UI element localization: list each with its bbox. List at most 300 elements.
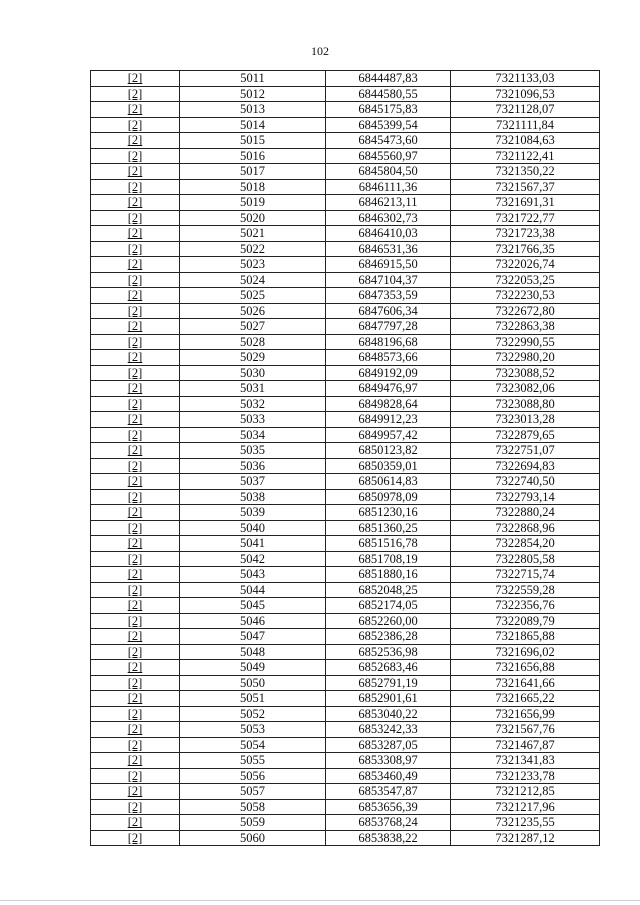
x-coordinate-cell: 6853040,22 xyxy=(326,706,451,722)
y-coordinate-cell: 7323088,52 xyxy=(451,365,600,381)
y-coordinate-cell: 7321656,99 xyxy=(451,706,600,722)
point-number-cell: 5017 xyxy=(180,164,326,180)
point-number-cell: 5016 xyxy=(180,148,326,164)
table-row xyxy=(91,272,600,288)
point-number-cell: 5026 xyxy=(180,303,326,319)
reference-link-text: [2] xyxy=(127,691,143,706)
reference-link-text: [2] xyxy=(127,303,143,318)
reference-cell xyxy=(91,241,180,257)
y-coordinate-cell: 7321133,03 xyxy=(451,71,600,87)
x-coordinate-cell: 6847353,59 xyxy=(326,288,451,304)
point-number-cell: 5019 xyxy=(180,195,326,211)
reference-cell xyxy=(91,71,180,87)
reference-link-text: [2] xyxy=(127,644,143,659)
point-number-cell: 5037 xyxy=(180,474,326,490)
x-coordinate-cell: 6849828,64 xyxy=(326,396,451,412)
x-coordinate-cell: 6852048,25 xyxy=(326,582,451,598)
y-coordinate-cell: 7322026,74 xyxy=(451,257,600,273)
x-coordinate-cell: 6845473,60 xyxy=(326,133,451,149)
point-number-cell: 5035 xyxy=(180,443,326,459)
reference-cell xyxy=(91,706,180,722)
reference-cell xyxy=(91,288,180,304)
point-number-cell: 5040 xyxy=(180,520,326,536)
x-coordinate-cell: 6851516,78 xyxy=(326,536,451,552)
table-row xyxy=(91,675,600,691)
x-coordinate-cell: 6848573,66 xyxy=(326,350,451,366)
reference-link-text: [2] xyxy=(127,830,143,845)
point-number-cell: 5046 xyxy=(180,613,326,629)
point-number-cell: 5021 xyxy=(180,226,326,242)
point-number-cell: 5015 xyxy=(180,133,326,149)
x-coordinate-cell: 6846213,11 xyxy=(326,195,451,211)
reference-link-text: [2] xyxy=(127,815,143,830)
reference-cell xyxy=(91,691,180,707)
reference-cell xyxy=(91,365,180,381)
x-coordinate-cell: 6849957,42 xyxy=(326,427,451,443)
table-row xyxy=(91,706,600,722)
reference-link-text: [2] xyxy=(127,133,143,148)
table-row xyxy=(91,691,600,707)
x-coordinate-cell: 6852683,46 xyxy=(326,660,451,676)
page-bottom-rule xyxy=(0,900,640,901)
reference-link-text: [2] xyxy=(127,412,143,427)
y-coordinate-cell: 7321341,83 xyxy=(451,753,600,769)
x-coordinate-cell: 6852901,61 xyxy=(326,691,451,707)
x-coordinate-cell: 6852174,05 xyxy=(326,598,451,614)
reference-cell xyxy=(91,195,180,211)
x-coordinate-cell: 6851230,16 xyxy=(326,505,451,521)
table-row xyxy=(91,644,600,660)
table-row xyxy=(91,365,600,381)
y-coordinate-cell: 7321722,77 xyxy=(451,210,600,226)
x-coordinate-cell: 6853460,49 xyxy=(326,768,451,784)
reference-link-text: [2] xyxy=(127,784,143,799)
reference-cell xyxy=(91,257,180,273)
x-coordinate-cell: 6853656,39 xyxy=(326,799,451,815)
reference-cell xyxy=(91,784,180,800)
reference-cell xyxy=(91,319,180,335)
x-coordinate-cell: 6847104,37 xyxy=(326,272,451,288)
x-coordinate-cell: 6848196,68 xyxy=(326,334,451,350)
point-number-cell: 5049 xyxy=(180,660,326,676)
reference-link-text: [2] xyxy=(127,613,143,628)
reference-cell xyxy=(91,334,180,350)
reference-cell xyxy=(91,613,180,629)
point-number-cell: 5024 xyxy=(180,272,326,288)
reference-link-text: [2] xyxy=(127,458,143,473)
reference-link-text: [2] xyxy=(127,71,143,86)
point-number-cell: 5013 xyxy=(180,102,326,118)
x-coordinate-cell: 6850359,01 xyxy=(326,458,451,474)
reference-link-text: [2] xyxy=(127,737,143,752)
y-coordinate-cell: 7322980,20 xyxy=(451,350,600,366)
y-coordinate-cell: 7321287,12 xyxy=(451,830,600,846)
x-coordinate-cell: 6847606,34 xyxy=(326,303,451,319)
table-row xyxy=(91,613,600,629)
point-number-cell: 5055 xyxy=(180,753,326,769)
y-coordinate-cell: 7321656,88 xyxy=(451,660,600,676)
table-row xyxy=(91,458,600,474)
reference-cell xyxy=(91,474,180,490)
y-coordinate-cell: 7321665,22 xyxy=(451,691,600,707)
reference-link-text: [2] xyxy=(127,598,143,613)
y-coordinate-cell: 7321235,55 xyxy=(451,815,600,831)
point-number-cell: 5028 xyxy=(180,334,326,350)
table-row xyxy=(91,148,600,164)
reference-cell xyxy=(91,164,180,180)
y-coordinate-cell: 7321567,37 xyxy=(451,179,600,195)
y-coordinate-cell: 7322694,83 xyxy=(451,458,600,474)
reference-link-text: [2] xyxy=(127,86,143,101)
reference-link-text: [2] xyxy=(127,443,143,458)
table-row xyxy=(91,210,600,226)
y-coordinate-cell: 7321766,35 xyxy=(451,241,600,257)
y-coordinate-cell: 7322740,50 xyxy=(451,474,600,490)
y-coordinate-cell: 7322356,76 xyxy=(451,598,600,614)
x-coordinate-cell: 6853287,05 xyxy=(326,737,451,753)
reference-cell xyxy=(91,536,180,552)
table-row xyxy=(91,784,600,800)
y-coordinate-cell: 7321084,63 xyxy=(451,133,600,149)
point-number-cell: 5032 xyxy=(180,396,326,412)
table-row xyxy=(91,102,600,118)
table-row xyxy=(91,830,600,846)
y-coordinate-cell: 7322672,80 xyxy=(451,303,600,319)
x-coordinate-cell: 6846111,36 xyxy=(326,179,451,195)
point-number-cell: 5042 xyxy=(180,551,326,567)
point-number-cell: 5031 xyxy=(180,381,326,397)
y-coordinate-cell: 7322805,58 xyxy=(451,551,600,567)
y-coordinate-cell: 7322793,14 xyxy=(451,489,600,505)
reference-link-text: [2] xyxy=(127,551,143,566)
y-coordinate-cell: 7322089,79 xyxy=(451,613,600,629)
y-coordinate-cell: 7322715,74 xyxy=(451,567,600,583)
reference-link-text: [2] xyxy=(127,582,143,597)
point-number-cell: 5033 xyxy=(180,412,326,428)
table-row xyxy=(91,536,600,552)
point-number-cell: 5045 xyxy=(180,598,326,614)
reference-cell xyxy=(91,458,180,474)
reference-link-text: [2] xyxy=(127,365,143,380)
y-coordinate-cell: 7321691,31 xyxy=(451,195,600,211)
x-coordinate-cell: 6852386,28 xyxy=(326,629,451,645)
x-coordinate-cell: 6853308,97 xyxy=(326,753,451,769)
reference-cell xyxy=(91,815,180,831)
reference-cell xyxy=(91,753,180,769)
coordinates-table-body xyxy=(91,71,600,846)
point-number-cell: 5060 xyxy=(180,830,326,846)
y-coordinate-cell: 7321111,84 xyxy=(451,117,600,133)
x-coordinate-cell: 6845175,83 xyxy=(326,102,451,118)
table-row xyxy=(91,753,600,769)
reference-cell xyxy=(91,210,180,226)
y-coordinate-cell: 7322053,25 xyxy=(451,272,600,288)
reference-cell xyxy=(91,350,180,366)
table-row xyxy=(91,799,600,815)
y-coordinate-cell: 7321641,66 xyxy=(451,675,600,691)
reference-cell xyxy=(91,133,180,149)
y-coordinate-cell: 7322559,28 xyxy=(451,582,600,598)
reference-link-text: [2] xyxy=(127,505,143,520)
x-coordinate-cell: 6851360,25 xyxy=(326,520,451,536)
x-coordinate-cell: 6849476,97 xyxy=(326,381,451,397)
table-row xyxy=(91,288,600,304)
point-number-cell: 5053 xyxy=(180,722,326,738)
x-coordinate-cell: 6853838,22 xyxy=(326,830,451,846)
y-coordinate-cell: 7323082,06 xyxy=(451,381,600,397)
table-row xyxy=(91,226,600,242)
x-coordinate-cell: 6845804,50 xyxy=(326,164,451,180)
y-coordinate-cell: 7321096,53 xyxy=(451,86,600,102)
reference-link-text: [2] xyxy=(127,241,143,256)
point-number-cell: 5030 xyxy=(180,365,326,381)
table-row xyxy=(91,722,600,738)
reference-cell xyxy=(91,117,180,133)
reference-link-text: [2] xyxy=(127,102,143,117)
point-number-cell: 5029 xyxy=(180,350,326,366)
reference-cell xyxy=(91,582,180,598)
table-row xyxy=(91,133,600,149)
x-coordinate-cell: 6852791,19 xyxy=(326,675,451,691)
reference-link-text: [2] xyxy=(127,195,143,210)
reference-cell xyxy=(91,489,180,505)
point-number-cell: 5041 xyxy=(180,536,326,552)
reference-link-text: [2] xyxy=(127,226,143,241)
reference-cell xyxy=(91,551,180,567)
page-number: 102 xyxy=(311,44,329,58)
y-coordinate-cell: 7321567,76 xyxy=(451,722,600,738)
x-coordinate-cell: 6849912,23 xyxy=(326,412,451,428)
point-number-cell: 5027 xyxy=(180,319,326,335)
table-row xyxy=(91,396,600,412)
y-coordinate-cell: 7322880,24 xyxy=(451,505,600,521)
y-coordinate-cell: 7321467,87 xyxy=(451,737,600,753)
reference-cell xyxy=(91,567,180,583)
table-row xyxy=(91,815,600,831)
table-row xyxy=(91,412,600,428)
x-coordinate-cell: 6846410,03 xyxy=(326,226,451,242)
reference-link-text: [2] xyxy=(127,288,143,303)
x-coordinate-cell: 6846915,50 xyxy=(326,257,451,273)
point-number-cell: 5056 xyxy=(180,768,326,784)
table-row xyxy=(91,768,600,784)
reference-cell xyxy=(91,303,180,319)
point-number-cell: 5058 xyxy=(180,799,326,815)
y-coordinate-cell: 7323088,80 xyxy=(451,396,600,412)
reference-cell xyxy=(91,675,180,691)
point-number-cell: 5012 xyxy=(180,86,326,102)
x-coordinate-cell: 6853547,87 xyxy=(326,784,451,800)
reference-cell xyxy=(91,737,180,753)
y-coordinate-cell: 7322854,20 xyxy=(451,536,600,552)
table-row xyxy=(91,319,600,335)
point-number-cell: 5052 xyxy=(180,706,326,722)
reference-link-text: [2] xyxy=(127,319,143,334)
table-row xyxy=(91,737,600,753)
reference-cell xyxy=(91,598,180,614)
reference-cell xyxy=(91,830,180,846)
point-number-cell: 5014 xyxy=(180,117,326,133)
coordinates-table xyxy=(90,70,600,846)
reference-link-text: [2] xyxy=(127,722,143,737)
reference-cell xyxy=(91,381,180,397)
reference-link-text: [2] xyxy=(127,660,143,675)
reference-link-text: [2] xyxy=(127,117,143,132)
x-coordinate-cell: 6850614,83 xyxy=(326,474,451,490)
table-row xyxy=(91,71,600,87)
table-row xyxy=(91,660,600,676)
reference-cell xyxy=(91,629,180,645)
reference-cell xyxy=(91,768,180,784)
table-row xyxy=(91,582,600,598)
table-row xyxy=(91,598,600,614)
y-coordinate-cell: 7321122,41 xyxy=(451,148,600,164)
y-coordinate-cell: 7321865,88 xyxy=(451,629,600,645)
x-coordinate-cell: 6853768,24 xyxy=(326,815,451,831)
table-row xyxy=(91,117,600,133)
reference-cell xyxy=(91,102,180,118)
reference-link-text: [2] xyxy=(127,706,143,721)
reference-cell xyxy=(91,412,180,428)
point-number-cell: 5048 xyxy=(180,644,326,660)
x-coordinate-cell: 6846302,73 xyxy=(326,210,451,226)
point-number-cell: 5051 xyxy=(180,691,326,707)
point-number-cell: 5038 xyxy=(180,489,326,505)
x-coordinate-cell: 6851880,16 xyxy=(326,567,451,583)
table-row xyxy=(91,303,600,319)
reference-link-text: [2] xyxy=(127,629,143,644)
y-coordinate-cell: 7322990,55 xyxy=(451,334,600,350)
point-number-cell: 5036 xyxy=(180,458,326,474)
y-coordinate-cell: 7321217,96 xyxy=(451,799,600,815)
table-row xyxy=(91,567,600,583)
point-number-cell: 5039 xyxy=(180,505,326,521)
point-number-cell: 5020 xyxy=(180,210,326,226)
x-coordinate-cell: 6851708,19 xyxy=(326,551,451,567)
table-row xyxy=(91,350,600,366)
table-row xyxy=(91,179,600,195)
table-row xyxy=(91,334,600,350)
table-row xyxy=(91,381,600,397)
x-coordinate-cell: 6847797,28 xyxy=(326,319,451,335)
point-number-cell: 5047 xyxy=(180,629,326,645)
y-coordinate-cell: 7322868,96 xyxy=(451,520,600,536)
x-coordinate-cell: 6846531,36 xyxy=(326,241,451,257)
y-coordinate-cell: 7323013,28 xyxy=(451,412,600,428)
x-coordinate-cell: 6845560,97 xyxy=(326,148,451,164)
reference-link-text: [2] xyxy=(127,675,143,690)
point-number-cell: 5044 xyxy=(180,582,326,598)
y-coordinate-cell: 7321696,02 xyxy=(451,644,600,660)
reference-link-text: [2] xyxy=(127,474,143,489)
reference-link-text: [2] xyxy=(127,334,143,349)
reference-link-text: [2] xyxy=(127,257,143,272)
y-coordinate-cell: 7322879,65 xyxy=(451,427,600,443)
reference-cell xyxy=(91,520,180,536)
reference-link-text: [2] xyxy=(127,427,143,442)
y-coordinate-cell: 7321128,07 xyxy=(451,102,600,118)
reference-cell xyxy=(91,226,180,242)
y-coordinate-cell: 7322230,53 xyxy=(451,288,600,304)
point-number-cell: 5022 xyxy=(180,241,326,257)
reference-cell xyxy=(91,272,180,288)
y-coordinate-cell: 7321212,85 xyxy=(451,784,600,800)
table-row xyxy=(91,427,600,443)
reference-link-text: [2] xyxy=(127,520,143,535)
y-coordinate-cell: 7322751,07 xyxy=(451,443,600,459)
x-coordinate-cell: 6844580,55 xyxy=(326,86,451,102)
point-number-cell: 5054 xyxy=(180,737,326,753)
reference-cell xyxy=(91,660,180,676)
table-row xyxy=(91,257,600,273)
table-row xyxy=(91,629,600,645)
point-number-cell: 5025 xyxy=(180,288,326,304)
reference-cell xyxy=(91,396,180,412)
reference-cell xyxy=(91,427,180,443)
x-coordinate-cell: 6853242,33 xyxy=(326,722,451,738)
table-row xyxy=(91,474,600,490)
reference-link-text: [2] xyxy=(127,179,143,194)
table-row xyxy=(91,489,600,505)
reference-link-text: [2] xyxy=(127,489,143,504)
reference-cell xyxy=(91,148,180,164)
point-number-cell: 5018 xyxy=(180,179,326,195)
point-number-cell: 5023 xyxy=(180,257,326,273)
point-number-cell: 5057 xyxy=(180,784,326,800)
point-number-cell: 5043 xyxy=(180,567,326,583)
y-coordinate-cell: 7321723,38 xyxy=(451,226,600,242)
x-coordinate-cell: 6849192,09 xyxy=(326,365,451,381)
table-row xyxy=(91,551,600,567)
table-row xyxy=(91,241,600,257)
table-row xyxy=(91,520,600,536)
x-coordinate-cell: 6844487,83 xyxy=(326,71,451,87)
reference-link-text: [2] xyxy=(127,272,143,287)
x-coordinate-cell: 6850123,82 xyxy=(326,443,451,459)
table-row xyxy=(91,195,600,211)
reference-link-text: [2] xyxy=(127,164,143,179)
reference-link-text: [2] xyxy=(127,567,143,582)
reference-cell xyxy=(91,799,180,815)
reference-link-text: [2] xyxy=(127,536,143,551)
point-number-cell: 5034 xyxy=(180,427,326,443)
y-coordinate-cell: 7321233,78 xyxy=(451,768,600,784)
y-coordinate-cell: 7322863,38 xyxy=(451,319,600,335)
reference-cell xyxy=(91,722,180,738)
reference-cell xyxy=(91,179,180,195)
reference-link-text: [2] xyxy=(127,210,143,225)
table-row xyxy=(91,86,600,102)
reference-link-text: [2] xyxy=(127,148,143,163)
table-row xyxy=(91,164,600,180)
point-number-cell: 5050 xyxy=(180,675,326,691)
reference-cell xyxy=(91,86,180,102)
x-coordinate-cell: 6845399,54 xyxy=(326,117,451,133)
table-row xyxy=(91,443,600,459)
reference-link-text: [2] xyxy=(127,396,143,411)
point-number-cell: 5059 xyxy=(180,815,326,831)
reference-cell xyxy=(91,443,180,459)
table-row xyxy=(91,505,600,521)
point-number-cell: 5011 xyxy=(180,71,326,87)
reference-link-text: [2] xyxy=(127,350,143,365)
x-coordinate-cell: 6850978,09 xyxy=(326,489,451,505)
reference-link-text: [2] xyxy=(127,799,143,814)
reference-cell xyxy=(91,505,180,521)
x-coordinate-cell: 6852536,98 xyxy=(326,644,451,660)
reference-link-text: [2] xyxy=(127,753,143,768)
reference-link-text: [2] xyxy=(127,381,143,396)
